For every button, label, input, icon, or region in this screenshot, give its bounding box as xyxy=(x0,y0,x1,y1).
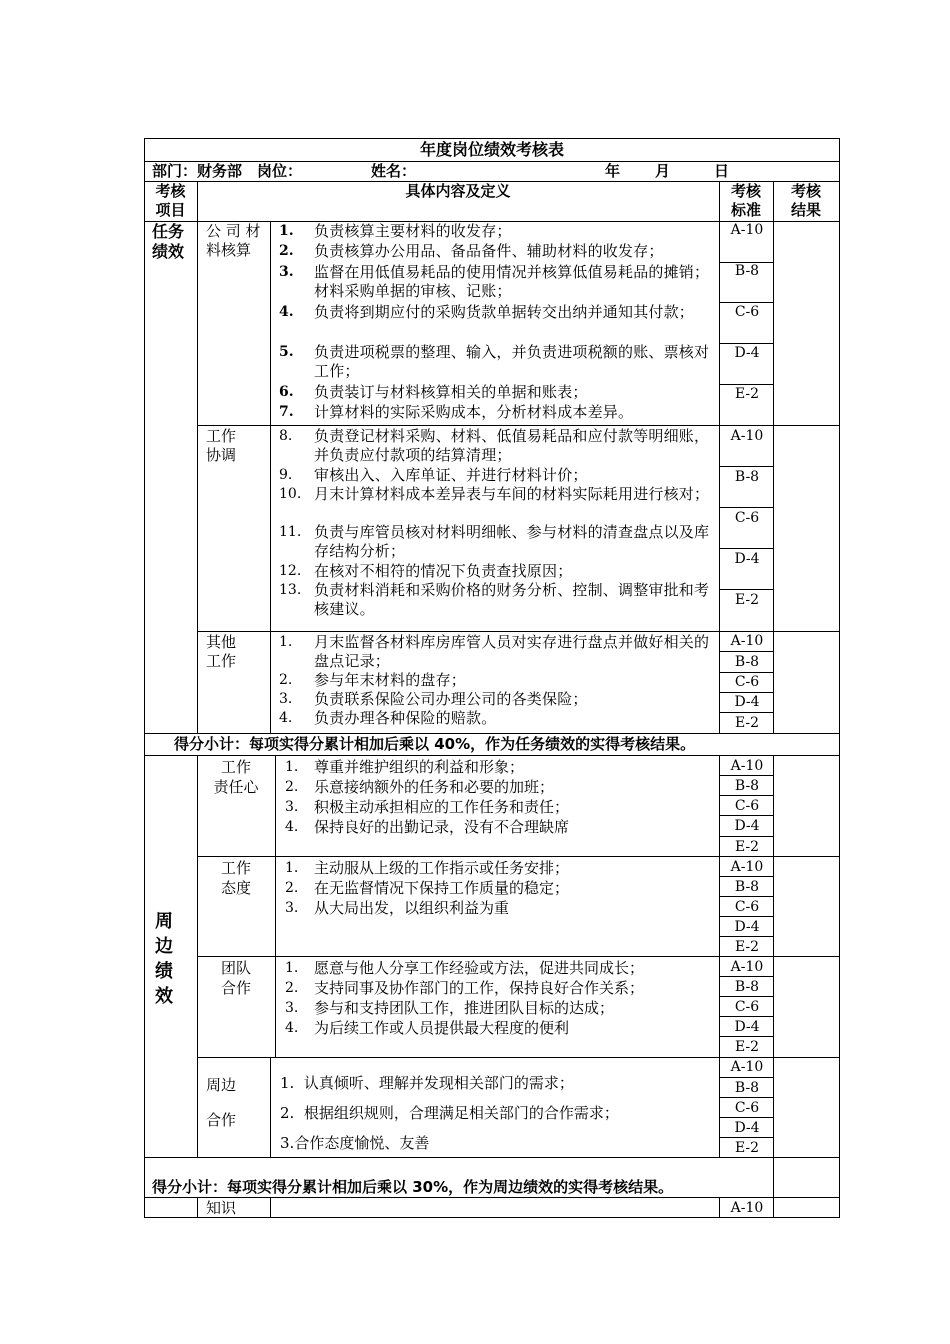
grid-line xyxy=(197,1057,840,1058)
grid-line xyxy=(719,1016,773,1017)
item-number: 2. xyxy=(285,880,299,896)
grid-line xyxy=(197,181,198,733)
grid-line xyxy=(719,712,773,713)
grade-a: A-10 xyxy=(730,428,764,444)
item-number: 2. xyxy=(285,779,299,795)
item-number: 6. xyxy=(279,384,294,400)
column-header-standard xyxy=(719,182,773,220)
group-label-line2: 态度 xyxy=(220,879,251,897)
list-item: 负责核算办公用品、备品备件、辅助材料的收发存； xyxy=(314,242,664,260)
year-label: 年 xyxy=(605,162,621,180)
grid-line xyxy=(719,896,773,897)
group-label-other-work xyxy=(206,633,236,671)
column-header-standard-line1: 考核 xyxy=(730,182,761,200)
group-label-line2: 工作 xyxy=(206,652,237,670)
column-header-standard-line2: 标准 xyxy=(730,201,761,219)
task-section-label xyxy=(152,222,184,262)
list-item: 负责材料消耗和采购价格的财务分析、控制、调整审批和考核建议。 xyxy=(314,581,710,618)
grade-e: E-2 xyxy=(734,592,760,608)
item-number: 10. xyxy=(279,486,302,502)
grade-e: E-2 xyxy=(734,386,760,402)
list-item: 尊重并维护组织的利益和形象； xyxy=(314,758,525,776)
department-label: 部门：财务部 xyxy=(152,162,243,180)
grid-line xyxy=(197,856,840,857)
grid-line xyxy=(144,733,840,734)
grade-d: D-4 xyxy=(734,1019,760,1035)
group-label-line1: 公 司 材 xyxy=(206,222,261,240)
group-label-teamwork xyxy=(197,958,275,998)
grade-e: E-2 xyxy=(734,839,760,855)
group-label-responsibility xyxy=(197,757,275,797)
column-header-item-line1: 考核 xyxy=(155,182,186,200)
list-item: 从大局出发，以组织利益为重 xyxy=(314,899,510,917)
grid-line xyxy=(144,138,840,139)
list-item: 负责将到期应付的采购货款单据转交出纳并通知其付款； xyxy=(314,303,695,321)
table-border-right xyxy=(839,138,840,1218)
item-text: 根据组织规则，合理满足相关部门的合作需求； xyxy=(303,1104,619,1122)
grade-a: A-10 xyxy=(730,959,764,975)
list-item: 月末计算材料成本差异表与车间的材料实际耗用进行核对； xyxy=(314,485,710,503)
grade-a: A-10 xyxy=(730,222,764,238)
item-number: 3. xyxy=(285,900,299,916)
grade-a: A-10 xyxy=(730,1059,764,1075)
grade-d: D-4 xyxy=(734,694,760,710)
list-item: 负责登记材料采购、材料、低值易耗品和应付款等明细账，并负责应付款项的结算清理； xyxy=(314,427,710,464)
group-label-line1: 工作 xyxy=(220,859,251,877)
item-number: 1. xyxy=(279,223,294,239)
group-label-line1: 其他 xyxy=(206,633,237,651)
grade-c: C-6 xyxy=(734,798,760,814)
peripheral-section-label xyxy=(144,909,184,1009)
group-label-line1: 周边 xyxy=(206,1076,237,1094)
grid-line xyxy=(197,1197,198,1218)
grade-c: C-6 xyxy=(734,304,760,320)
grade-c: C-6 xyxy=(734,510,760,526)
grid-line xyxy=(197,956,840,957)
grid-line xyxy=(719,1077,773,1078)
list-item: 监督在用低值易耗品的使用情况并核算低值易耗品的摊销；材料采购单据的审核、记账； xyxy=(314,263,710,300)
list-item xyxy=(280,1128,619,1158)
item-text: 认真倾听、理解并发现相关部门的需求； xyxy=(303,1074,574,1092)
group-label-cooperation xyxy=(206,1068,236,1138)
grade-a: A-10 xyxy=(730,758,764,774)
group-label-line2: 协调 xyxy=(206,446,237,464)
grid-line xyxy=(275,755,276,1057)
grid-line xyxy=(719,916,773,917)
grid-line xyxy=(144,161,840,162)
day-label: 日 xyxy=(714,162,730,180)
group-label-work-coordination xyxy=(206,427,236,465)
grade-e: E-2 xyxy=(734,1039,760,1055)
grid-line xyxy=(773,1197,774,1218)
grade-b: B-8 xyxy=(734,1080,760,1096)
grid-line xyxy=(719,795,773,796)
grid-line xyxy=(719,548,773,549)
grade-b: B-8 xyxy=(734,654,760,670)
grid-line xyxy=(719,976,773,977)
item-number: 2. xyxy=(279,243,294,259)
item-number: 3. xyxy=(285,1000,299,1016)
column-header-content: 具体内容及定义 xyxy=(405,182,511,200)
grade-b: B-8 xyxy=(734,778,760,794)
list-item: 负责联系保险公司办理公司的各类保险； xyxy=(314,690,588,708)
form-title: 年度岗位绩效考核表 xyxy=(419,140,564,159)
list-item: 保持良好的出勤记录，没有不合理缺席 xyxy=(314,818,570,836)
grade-e: E-2 xyxy=(734,715,760,731)
list-item: 负责进项税票的整理、输入，并负责进项税额的账、票核对工作； xyxy=(314,343,710,380)
list-item: 参与年末材料的盘存； xyxy=(314,671,467,689)
task-subtotal-note: 得分小计：每项实得分累计相加后乘以 40%，作为任务绩效的实得考核结果。 xyxy=(174,735,696,753)
grid-line xyxy=(719,876,773,877)
list-item xyxy=(280,1098,619,1128)
grid-line xyxy=(719,1036,773,1037)
item-number: 3. xyxy=(280,1134,295,1152)
list-item: 负责核算主要材料的收发存； xyxy=(314,222,512,240)
item-number: 2. xyxy=(285,980,299,996)
group-label-line2: 料核算 xyxy=(206,241,252,259)
item-number: 5. xyxy=(279,344,294,360)
list-item: 主动服从上级的工作指示或任务安排； xyxy=(314,859,570,877)
item-number: 13. xyxy=(279,582,302,598)
cooperation-items xyxy=(280,1068,619,1158)
post-label: 岗位： xyxy=(257,162,303,180)
grid-line xyxy=(719,651,773,652)
grid-line xyxy=(719,692,773,693)
grade-d: D-4 xyxy=(734,919,760,935)
group-label-knowledge: 知识 xyxy=(206,1199,237,1217)
peripheral-label-char: 绩 xyxy=(155,961,173,982)
grid-line xyxy=(144,755,840,756)
list-item: 支持同事及协作部门的工作，保持良好合作关系； xyxy=(314,979,645,997)
group-label-line1: 工作 xyxy=(206,427,237,445)
grade-c: C-6 xyxy=(734,1100,760,1116)
grid-line xyxy=(144,1217,840,1218)
list-item: 乐意接纳额外的任务和必要的加班； xyxy=(314,778,555,796)
group-label-line1: 工作 xyxy=(220,758,251,776)
grid-line xyxy=(144,1197,840,1198)
grid-line xyxy=(719,775,773,776)
grade-b: B-8 xyxy=(734,879,760,895)
table-border-left xyxy=(144,138,145,1218)
list-item: 负责办理各种保险的赔款。 xyxy=(314,709,497,727)
grid-line xyxy=(719,672,773,673)
group-label-line2: 合作 xyxy=(206,1111,237,1129)
grid-line xyxy=(719,384,773,385)
item-number: 12. xyxy=(279,563,302,579)
item-text: 合作态度愉悦、友善 xyxy=(294,1134,430,1152)
peripheral-label-char: 周 xyxy=(155,911,173,932)
grid-line xyxy=(719,1117,773,1118)
list-item: 为后续工作或人员提供最大程度的便利 xyxy=(314,1019,570,1037)
grid-line xyxy=(719,1197,720,1218)
grid-line xyxy=(270,1197,271,1218)
group-label-line1: 团队 xyxy=(220,959,251,977)
group-label-attitude xyxy=(197,858,275,898)
item-number: 4. xyxy=(279,710,293,726)
grid-line xyxy=(719,996,773,997)
task-label-line1: 任务 xyxy=(152,222,185,241)
grade-d: D-4 xyxy=(734,1120,760,1136)
list-item: 参与和支持团队工作，推进团队目标的达成； xyxy=(314,999,615,1017)
list-item: 在核对不相符的情况下负责查找原因； xyxy=(314,562,573,580)
grid-line xyxy=(270,1057,271,1157)
grid-line xyxy=(197,425,840,426)
item-number: 3. xyxy=(279,264,294,280)
month-label: 月 xyxy=(655,162,671,180)
grade-d: D-4 xyxy=(734,818,760,834)
column-header-item xyxy=(144,182,197,220)
grade-b: B-8 xyxy=(734,263,760,279)
list-item: 积极主动承担相应的工作任务和责任； xyxy=(314,798,570,816)
grid-line xyxy=(719,836,773,837)
column-header-result-line2: 结果 xyxy=(790,201,821,219)
item-number: 7. xyxy=(279,404,294,420)
grid-line xyxy=(719,589,773,590)
grid-line xyxy=(270,221,271,733)
column-header-result xyxy=(773,182,839,220)
column-header-item-line2: 项目 xyxy=(155,201,186,219)
group-label-line2: 责任心 xyxy=(213,778,259,796)
name-label: 姓名： xyxy=(371,162,417,180)
list-item xyxy=(280,1068,619,1098)
peripheral-label-char: 效 xyxy=(155,986,173,1007)
item-number: 1. xyxy=(280,1074,295,1092)
grid-line xyxy=(719,466,773,467)
grade-c: C-6 xyxy=(734,899,760,915)
item-number: 4. xyxy=(285,1020,299,1036)
item-number: 4. xyxy=(285,819,299,835)
grade-c: C-6 xyxy=(734,674,760,690)
item-number: 1. xyxy=(285,960,299,976)
grid-line xyxy=(197,631,840,632)
grid-line xyxy=(719,1137,773,1138)
list-item: 审核出入、入库单证、并进行材料计价； xyxy=(314,466,588,484)
group-label-material-accounting xyxy=(206,222,261,260)
column-header-result-line1: 考核 xyxy=(790,182,821,200)
grade-d: D-4 xyxy=(734,345,760,361)
item-number: 4. xyxy=(279,304,294,320)
grid-line xyxy=(773,755,774,1197)
grid-line xyxy=(719,343,773,344)
grade-d: D-4 xyxy=(734,551,760,567)
grid-line xyxy=(719,302,773,303)
item-number: 11. xyxy=(279,524,302,540)
list-item: 愿意与他人分享工作经验或方法，促进共同成长； xyxy=(314,959,645,977)
item-number: 9. xyxy=(279,467,293,483)
group-label-line2: 合作 xyxy=(220,979,251,997)
peripheral-subtotal-note: 得分小计：每项实得分累计相加后乘以 30%，作为周边绩效的实得考核结果。 xyxy=(152,1178,674,1196)
grade-e: E-2 xyxy=(734,939,760,955)
grade-b: B-8 xyxy=(734,979,760,995)
item-number: 2. xyxy=(280,1104,295,1122)
list-item: 月末监督各材料库房库管人员对实存进行盘点并做好相关的盘点记录； xyxy=(314,633,710,670)
item-number: 3. xyxy=(279,691,293,707)
grade-a: A-10 xyxy=(730,859,764,875)
item-number: 1. xyxy=(279,634,293,650)
list-item: 负责装订与材料核算相关的单据和账表； xyxy=(314,383,588,401)
peripheral-label-char: 边 xyxy=(155,936,173,957)
item-number: 1. xyxy=(285,860,299,876)
item-number: 2. xyxy=(279,672,293,688)
item-number: 3. xyxy=(285,799,299,815)
item-number: 1. xyxy=(285,759,299,775)
grade-c: C-6 xyxy=(734,999,760,1015)
item-number: 8. xyxy=(279,428,293,444)
grade-a: A-10 xyxy=(730,633,764,649)
grid-line xyxy=(719,815,773,816)
grade-b: B-8 xyxy=(734,469,760,485)
grid-line xyxy=(719,507,773,508)
grade-e: E-2 xyxy=(734,1140,760,1156)
list-item: 在无监督情况下保持工作质量的稳定； xyxy=(314,879,570,897)
list-item: 负责与库管员核对材料明细帐、参与材料的清查盘点以及库存结构分析； xyxy=(314,523,710,560)
grid-line xyxy=(719,1097,773,1098)
grid-line xyxy=(719,936,773,937)
list-item: 计算材料的实际采购成本，分析材料成本差异。 xyxy=(314,403,634,421)
grid-line xyxy=(773,181,774,733)
grade-a: A-10 xyxy=(730,1200,764,1216)
task-label-line2: 绩效 xyxy=(152,242,185,261)
